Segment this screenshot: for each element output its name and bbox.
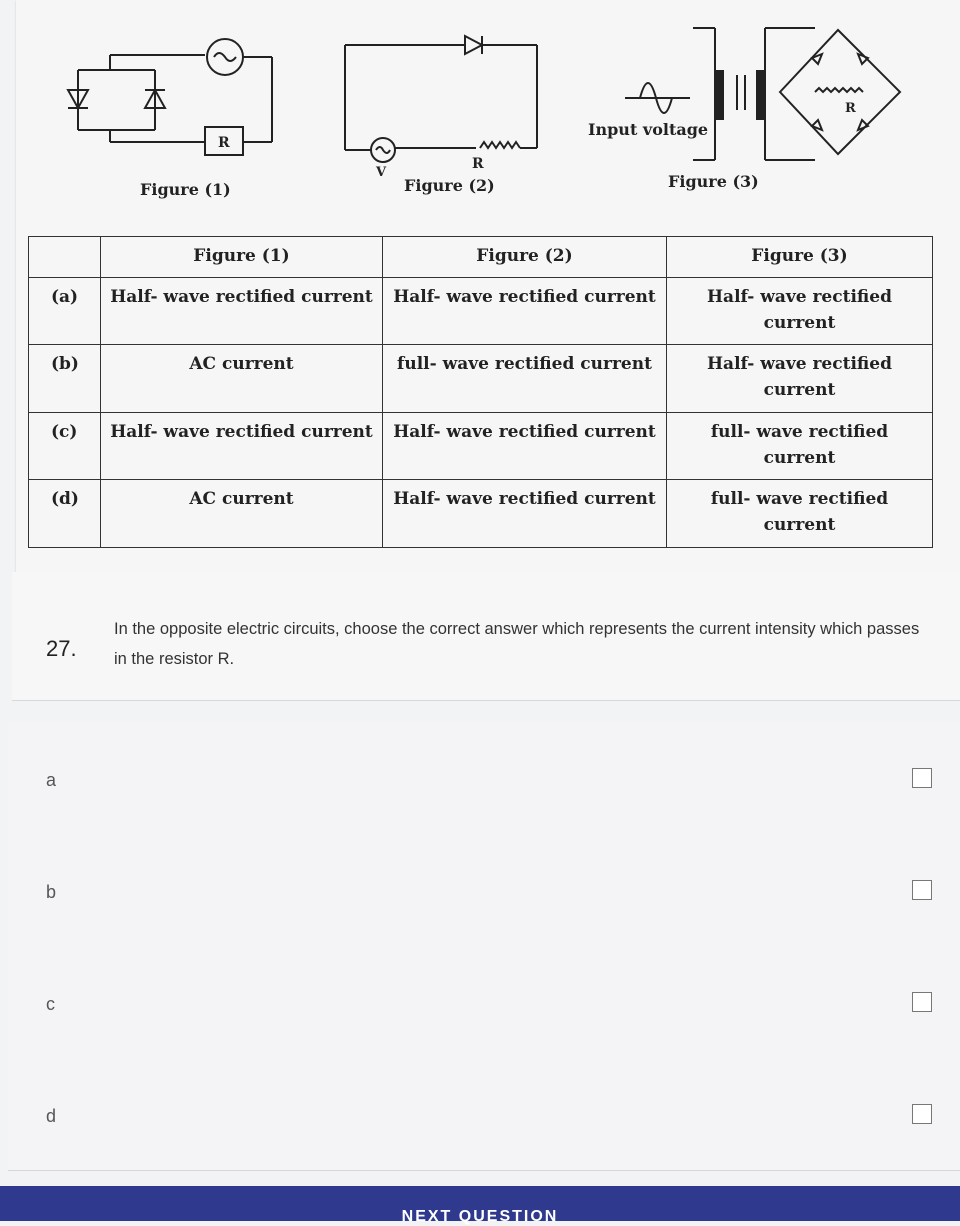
option-label: a	[46, 770, 57, 790]
option-label: c	[46, 994, 55, 1014]
figure-2-circuit	[345, 36, 537, 162]
option-checkbox[interactable]	[912, 992, 932, 1012]
option-d[interactable]	[8, 1058, 960, 1171]
option-a[interactable]	[8, 722, 960, 835]
figure-2-resistor-label: R	[472, 156, 484, 172]
table-header-cell: Figure (2)	[383, 237, 667, 278]
table-row	[29, 480, 933, 548]
table-header-cell: Figure (3)	[667, 237, 933, 278]
row-label: (a)	[29, 277, 101, 345]
figure-3-label: Figure (3)	[668, 172, 759, 191]
input-voltage-label: Input voltage	[588, 120, 709, 139]
figure-1-resistor-label: R	[218, 135, 230, 151]
table-header-cell: Figure (1)	[101, 237, 383, 278]
next-question-label: NEXT QUESTION	[401, 1208, 559, 1225]
option-label: b	[46, 882, 57, 902]
figure-2-voltage-label: V	[376, 165, 387, 180]
table-cell: Half- wave rectified current	[101, 277, 383, 345]
figure-1-label: Figure (1)	[140, 180, 231, 199]
table-header-row	[29, 237, 933, 278]
question-text: In the opposite electric circuits, choose the correct answer which represents the current intensity which passes in the resistor R.	[114, 620, 920, 668]
table-cell: Half- wave rectified current	[383, 277, 667, 345]
option-b[interactable]	[8, 834, 960, 947]
table-row	[29, 412, 933, 480]
row-label: (c)	[29, 412, 101, 480]
table-cell: full- wave rectified current	[667, 480, 933, 548]
option-checkbox[interactable]	[912, 1104, 932, 1124]
next-question-button[interactable]	[0, 1186, 960, 1225]
figure-3-resistor-label: R	[845, 101, 856, 116]
table-cell: Half- wave rectified current	[383, 412, 667, 480]
table-cell: full- wave rectified current	[383, 345, 667, 413]
table-cell: Half- wave rectified current	[383, 480, 667, 548]
table-row	[29, 345, 933, 413]
table-cell: Half- wave rectified current	[667, 345, 933, 413]
question-number: 27.	[46, 636, 77, 661]
row-label: (d)	[29, 480, 101, 548]
table-header-cell	[29, 237, 101, 278]
row-label: (b)	[29, 345, 101, 413]
table-cell: AC current	[101, 345, 383, 413]
option-label: d	[46, 1106, 57, 1126]
option-checkbox[interactable]	[912, 768, 932, 788]
table-cell: AC current	[101, 480, 383, 548]
table-row	[29, 277, 933, 345]
answer-table	[28, 236, 933, 548]
table-cell: Half- wave rectified current	[101, 412, 383, 480]
figure-1-circuit	[68, 39, 272, 155]
option-checkbox[interactable]	[912, 880, 932, 900]
figure-2-label: Figure (2)	[404, 176, 495, 195]
transformer-coils	[716, 70, 764, 120]
table-cell: Half- wave rectified current	[667, 277, 933, 345]
option-c[interactable]	[8, 946, 960, 1059]
table-cell: full- wave rectified current	[667, 412, 933, 480]
